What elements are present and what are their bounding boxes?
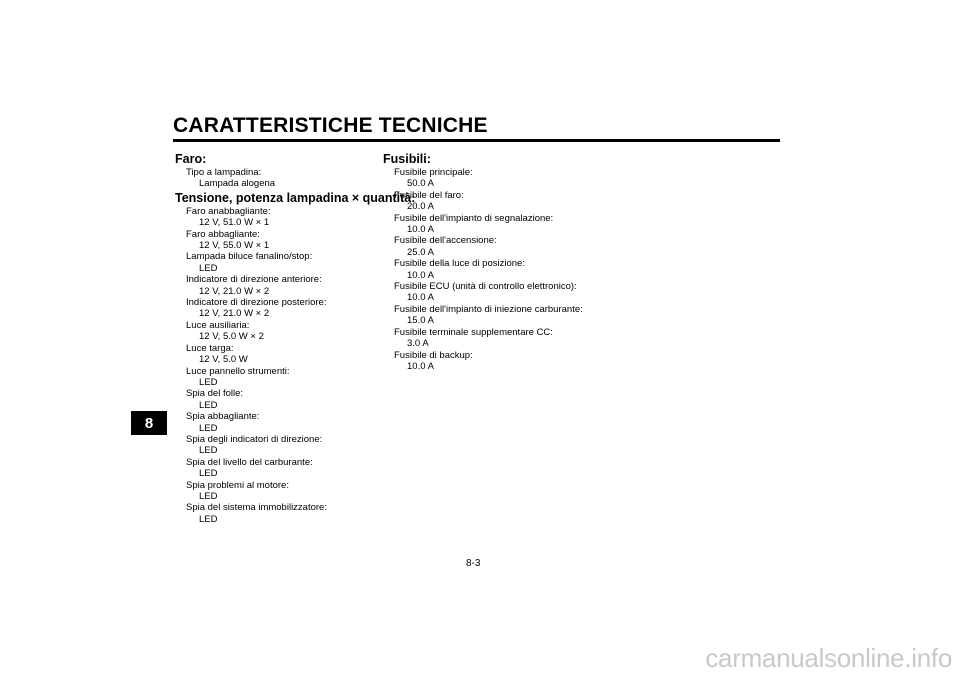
spec-label: Luce pannello strumenti: xyxy=(186,365,290,377)
spec-value: LED xyxy=(199,422,218,434)
spec-label: Fusibile della luce di posizione: xyxy=(394,258,525,270)
spec-value: LED xyxy=(199,468,218,480)
spec-label: Indicatore di direzione anteriore: xyxy=(186,274,322,286)
spec-value: 3.0 A xyxy=(407,338,429,350)
spec-label: Spia del folle: xyxy=(186,388,244,400)
spec-value: 12 V, 21.0 W × 2 xyxy=(199,285,270,297)
spec-label: Spia del sistema immobilizzatore: xyxy=(186,502,327,514)
right-column xyxy=(383,152,643,372)
spec-value: LED xyxy=(199,513,218,525)
spec-label: Tipo a lampadina: xyxy=(186,167,262,178)
spec-value: 12 V, 21.0 W × 2 xyxy=(199,308,270,320)
spec-label: Fusibile del faro: xyxy=(394,189,464,201)
section-heading: Tensione, potenza lampadina × quantità: xyxy=(175,190,416,205)
spec-label: Spia abbagliante: xyxy=(186,411,260,423)
spec-label: Spia del livello del carburante: xyxy=(186,456,313,468)
spec-value: 10.0 A xyxy=(407,269,434,281)
spec-label: Fusibile principale: xyxy=(394,167,473,178)
spec-value: 10.0 A xyxy=(407,224,434,236)
spec-label: Spia problemi al motore: xyxy=(186,479,289,491)
spec-value: LED xyxy=(199,490,218,502)
spec-value: LED xyxy=(199,262,218,274)
spec-label: Fusibile ECU (unità di controllo elettronico): xyxy=(394,281,577,293)
spec-label: Faro anabbagliante: xyxy=(186,205,271,217)
section-heading: Fusibili: xyxy=(383,152,431,166)
spec-value: 15.0 A xyxy=(407,315,434,327)
spec-value: LED xyxy=(199,399,218,411)
chapter-tab: 8 xyxy=(131,411,167,435)
spec-value: LED xyxy=(199,376,218,388)
spec-value: 12 V, 51.0 W × 1 xyxy=(199,217,270,229)
spec-label: Spia degli indicatori di direzione: xyxy=(186,433,323,445)
spec-label: Indicatore di direzione posteriore: xyxy=(186,297,327,309)
spec-value: 12 V, 5.0 W xyxy=(199,354,248,366)
spec-label: Fusibile terminale supplementare CC: xyxy=(394,326,553,338)
spec-label: Fusibile di backup: xyxy=(394,349,473,361)
spec-value: 12 V, 55.0 W × 1 xyxy=(199,240,270,252)
page-title: CARATTERISTICHE TECNICHE xyxy=(173,114,488,137)
spec-value: 50.0 A xyxy=(407,178,434,190)
spec-value: 10.0 A xyxy=(407,292,434,304)
spec-label: Luce ausiliaria: xyxy=(186,319,250,331)
spec-label: Lampada biluce fanalino/stop: xyxy=(186,251,313,263)
spec-label: Fusibile dell'impianto di iniezione carburante: xyxy=(394,303,583,315)
spec-value: 25.0 A xyxy=(407,246,434,258)
spec-label: Fusibile dell'accensione: xyxy=(394,235,497,247)
spec-value: LED xyxy=(199,445,218,457)
spec-value: 12 V, 5.0 W × 2 xyxy=(199,331,264,343)
section-heading: Faro: xyxy=(175,152,207,166)
title-rule xyxy=(173,139,780,142)
spec-label: Faro abbagliante: xyxy=(186,228,260,240)
spec-value: 10.0 A xyxy=(407,360,434,372)
page-number: 8-3 xyxy=(466,558,481,569)
spec-value: Lampada alogena xyxy=(199,178,276,190)
spec-value: 20.0 A xyxy=(407,201,434,213)
spec-label: Luce targa: xyxy=(186,342,234,354)
watermark-text: carmanualsonline.info xyxy=(705,643,952,673)
spec-label: Fusibile dell'impianto di segnalazione: xyxy=(394,212,554,224)
